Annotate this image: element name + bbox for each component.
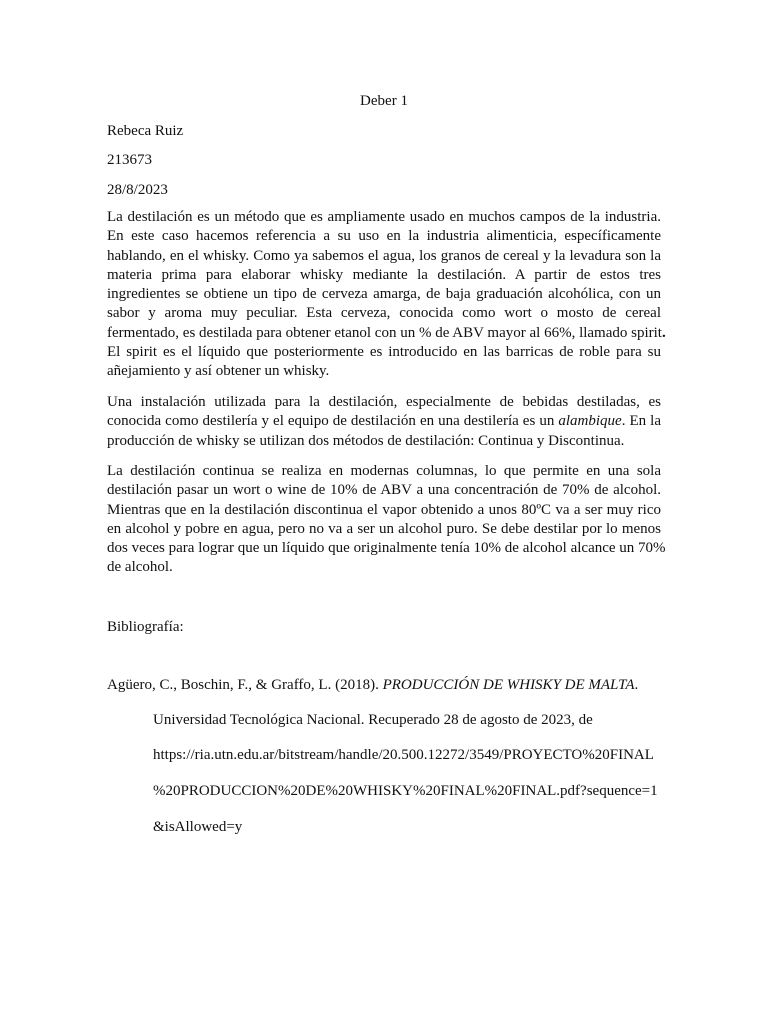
paragraph-continuous-distillation [107,462,666,578]
reference-url-line: %20PRODUCCION%20DE%20WHISKY%20FINAL%20FINAL.pdf?sequence=1 [153,783,658,799]
paragraph-line: El spirit es el líquido que posteriormente es introducido en las barricas de roble para su [107,344,661,361]
paragraph-line [107,324,666,343]
italic-term: alambique [558,413,622,430]
reference-url-line: &isAllowed=y [153,819,243,835]
paragraph-line: ingredientes se obtiene un tipo de cerveza amarga, de baja graduación alcohólica, con un [107,286,661,303]
bold-period: . [661,324,666,341]
paragraph-line: La destilación continua se realiza en modernas columnas, lo que permite en una sola [107,463,661,479]
reference-title: PRODUCCIÓN DE WHISKY DE MALTA [382,677,635,693]
paragraph-distillery [107,393,661,451]
paragraph-line: dos veces para lograr que un líquido que originalmente tenía 10% de alcohol alcance un 70% [107,540,666,557]
paragraph-line: En este caso hacemos referencia a su uso en la industria alimenticia, específicamente [107,228,661,245]
reference-title-tail: . [634,677,639,693]
reference-authors: Agüero, C., Boschin, F., & Graffo, L. (2018). [107,677,383,693]
bibliography-heading: Bibliografía: [107,619,184,635]
paragraph-line: La destilación es un método que es ampliamente usado en muchos campos de la industria. [107,209,661,225]
line-text: conocida como destilería y el equipo de destilación en una destilería es un [107,413,559,430]
document-date: 28/8/2023 [107,182,168,198]
paragraph-distillation-intro [107,208,666,382]
paragraph-line [107,412,661,431]
paragraph-line: hablando, en el whisky. Como ya sabemos el agua, los granos de cereal y la levadura son la [107,247,661,264]
reference-first-line [107,675,638,695]
paragraph-line: materia prima para elaborar whisky mediante la destilación. A partir de estos tres [107,266,661,283]
paragraph-line: sabor y aroma muy peculiar. Esta cerveza, conocida como wort o mosto de cereal [107,305,661,322]
paragraph-line: en alcohol y pobre en agua, pero no va a ser un alcohol puro. Se debe destilar por lo menos [107,520,661,537]
line-text: fermentado, es destilada para obtener etanol con un % de ABV mayor al 66%, llamado spirit [107,324,662,341]
paragraph-line: Una instalación utilizada para la destilación, especialmente de bebidas destiladas, es [107,394,661,410]
paragraph-line: destilación pasar un wort o wine de 10% de ABV a una concentración de 70% de alcohol. [107,482,661,499]
paragraph-line: producción de whisky se utilizan dos métodos de destilación: Continua y Discontinua. [107,432,625,449]
paragraph-line: añejamiento y así obtener un whisky. [107,363,330,380]
student-id: 213673 [107,152,152,168]
reference-url-line: https://ria.utn.edu.ar/bitstream/handle/20.500.12272/3549/PROYECTO%20FINAL [153,747,654,763]
paragraph-line: de alcohol. [107,559,173,576]
reference-publisher: Universidad Tecnológica Nacional. Recuperado 28 de agosto de 2023, de [153,712,593,728]
paragraph-line: Mientras que en la destilación discontinua el vapor obtenido a unos 80ºC va a ser muy rico [107,501,661,518]
document-title: Deber 1 [360,93,408,109]
line-text: . En la [621,413,661,430]
author-name: Rebeca Ruiz [107,123,184,139]
